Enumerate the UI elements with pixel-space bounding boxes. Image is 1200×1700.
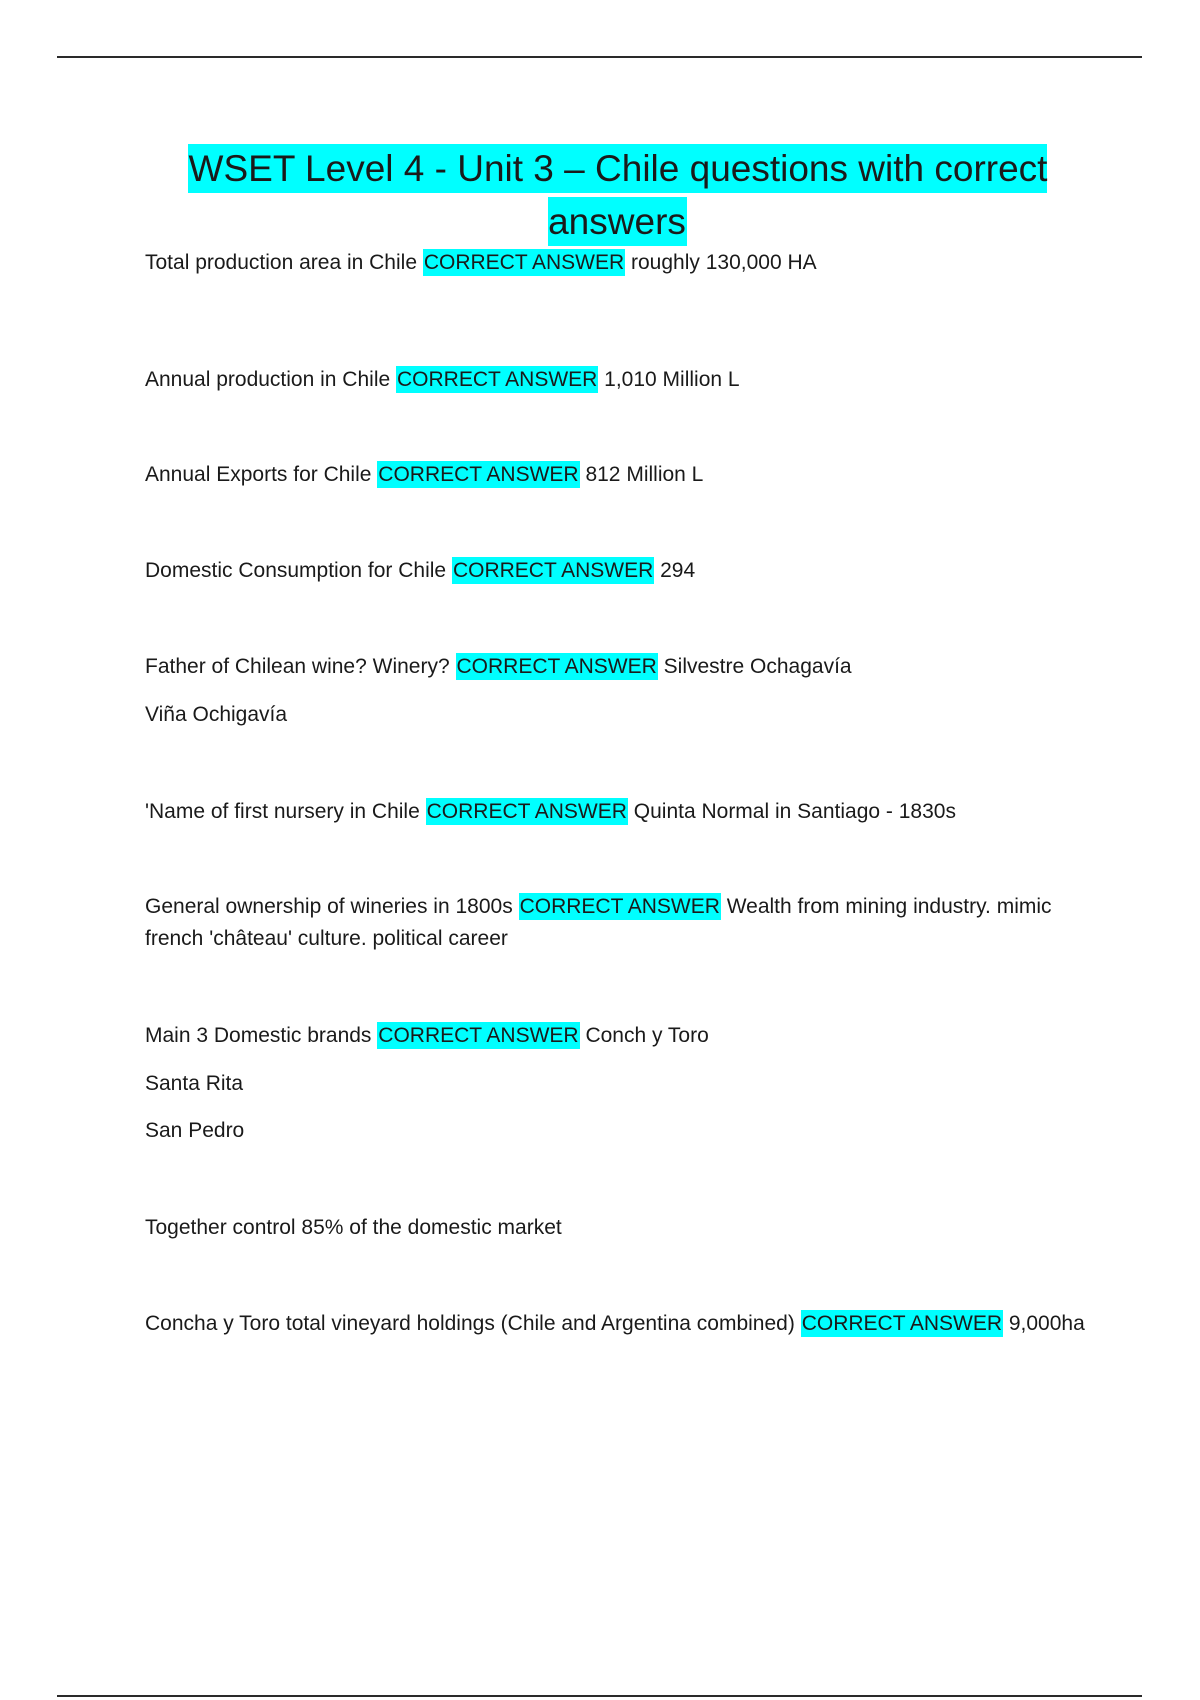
- bottom-rule: [57, 1695, 1142, 1697]
- document-title: [140, 142, 1095, 248]
- question-text: Annual Exports for Chile: [145, 463, 372, 486]
- qa-item: [145, 891, 1095, 955]
- title-highlight: WSET Level 4 - Unit 3 – Chile questions with correct answers: [188, 144, 1048, 246]
- question-text: Father of Chilean wine? Winery?: [145, 655, 450, 678]
- answer-marker: CORRECT ANSWER: [426, 800, 627, 823]
- answer-continuation: Together control 85% of the domestic market: [145, 1216, 562, 1239]
- answer-marker: CORRECT ANSWER: [519, 895, 720, 918]
- answer-text: roughly 130,000 HA: [631, 251, 817, 274]
- top-rule: [57, 56, 1142, 58]
- qa-item: [145, 1308, 1095, 1340]
- answer-text: Quinta Normal in Santiago - 1830s: [633, 800, 956, 823]
- answer-text: Wealth from mining industry. mimic french 'château' culture. political career: [145, 895, 1052, 950]
- answer-text: 1,010 Million L: [604, 368, 740, 391]
- answer-text: 812 Million L: [585, 463, 704, 486]
- answer-continuation: Viña Ochigavía: [145, 703, 288, 726]
- answer-marker: CORRECT ANSWER: [456, 655, 657, 678]
- answer-text: Conch y Toro: [585, 1024, 709, 1047]
- answer-marker: CORRECT ANSWER: [801, 1312, 1002, 1335]
- qa-item: [145, 555, 1095, 587]
- answer-continuation: San Pedro: [145, 1119, 245, 1142]
- answer-continuation: Santa Rita: [145, 1072, 244, 1095]
- qa-item: [145, 247, 1095, 279]
- qa-item: [145, 459, 1095, 491]
- question-text: Domestic Consumption for Chile: [145, 559, 447, 582]
- qa-item: [145, 1020, 1095, 1052]
- qa-item: [145, 364, 1095, 396]
- answer-marker: CORRECT ANSWER: [397, 368, 598, 391]
- question-text: General ownership of wineries in 1800s: [145, 895, 513, 918]
- question-text: 'Name of first nursery in Chile: [145, 800, 420, 823]
- answer-marker: CORRECT ANSWER: [452, 559, 654, 582]
- answer-text: 9,000ha: [1008, 1312, 1085, 1335]
- question-text: Annual production in Chile: [145, 368, 391, 391]
- answer-marker: CORRECT ANSWER: [378, 1024, 579, 1047]
- qa-item: [145, 651, 1095, 683]
- question-text: Total production area in Chile: [145, 251, 417, 274]
- question-text: Main 3 Domestic brands: [145, 1024, 372, 1047]
- question-text: Concha y Toro total vineyard holdings (Chile and Argentina combined): [145, 1312, 795, 1335]
- answer-text: Silvestre Ochagavía: [663, 655, 852, 678]
- answer-text: 294: [660, 559, 696, 582]
- answer-marker: CORRECT ANSWER: [378, 463, 579, 486]
- answer-marker: CORRECT ANSWER: [423, 251, 625, 274]
- qa-item: [145, 796, 1095, 828]
